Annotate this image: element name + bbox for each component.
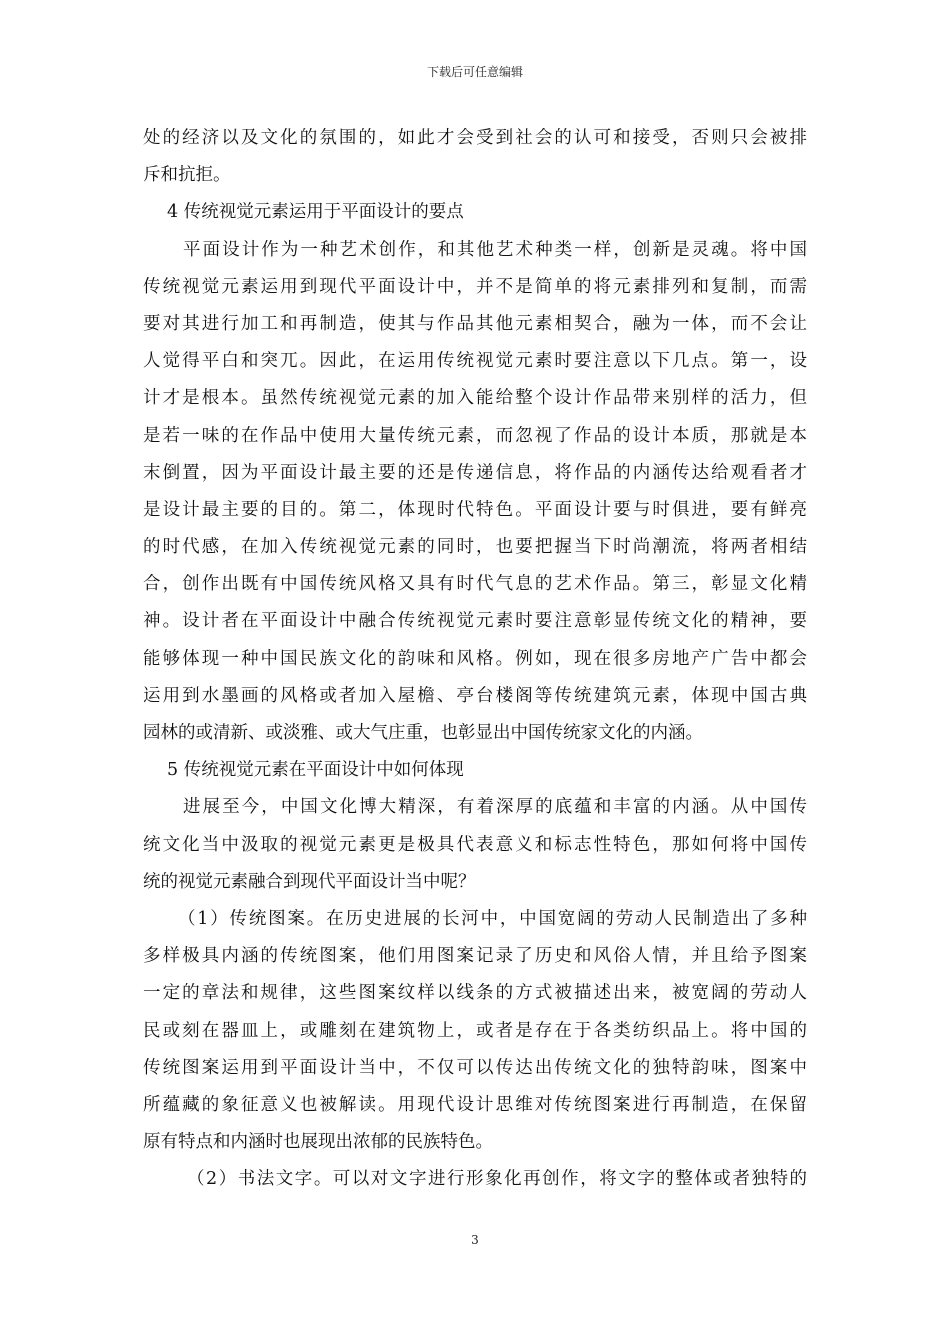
text-line: 运用到水墨画的风格或者加入屋檐、亭台楼阁等传统建筑元素，体现中国古典 [143,685,807,706]
text-line: 斥和抗拒。 [143,165,231,186]
text-line: 合，创作出既有中国传统风格又具有时代气息的艺术作品。第三，彰显文化精 [143,574,807,595]
text-line: 能够体现一种中国民族文化的韵味和风格。例如，现在很多房地产广告中都会 [143,648,807,669]
text-line: 原有特点和内涵时也展现出浓郁的民族特色。 [143,1132,493,1153]
section-heading: 4 传统视觉元素运用于平面设计的要点 [167,202,464,223]
text-line: 的时代感，在加入传统视觉元素的同时，也要把握当下时尚潮流，将两者相结 [143,537,807,558]
text-line: 进展至今，中国文化博大精深，有着深厚的底蕴和丰富的内涵。从中国传 [183,797,807,818]
text-line: 统的视觉元素融合到现代平面设计当中呢？ [143,871,476,892]
text-line: 人觉得平白和突兀。因此，在运用传统视觉元素时要注意以下几点。第一，设 [143,351,807,372]
text-line: 神。设计者在平面设计中融合传统视觉元素时要注意彰显传统文化的精神，要 [143,611,807,632]
text-line: 平面设计作为一种艺术创作，和其他艺术种类一样，创新是灵魂。将中国 [183,239,807,260]
text-line: 多样极具内涵的传统图案，他们用图案记录了历史和风俗人情，并且给予图案 [143,946,807,967]
document-body [143,120,807,1198]
text-line: 传统视觉元素运用到现代平面设计中，并不是简单的将元素排列和复制，而需 [143,276,807,297]
text-line: 处的经济以及文化的氛围的，如此才会受到社会的认可和接受，否则只会被排 [143,128,807,148]
text-line: （1）传统图案。在历史进展的长河中，中国宽阔的劳动人民制造出了多种 [178,908,807,929]
text-line: 一定的章法和规律，这些图案纹样以线条的方式被描述出来，被宽阔的劳动人 [143,983,807,1004]
section-heading: 5 传统视觉元素在平面设计中如何体现 [167,760,464,781]
text-line: 是设计最主要的目的。第二，体现时代特色。平面设计要与时俱进，要有鲜亮 [143,499,807,520]
text-line: 传统图案运用到平面设计当中，不仅可以传达出传统文化的独特韵味，图案中 [143,1057,807,1078]
text-line: 民或刻在器皿上，或雕刻在建筑物上，或者是存在于各类纺织品上。将中国的 [143,1020,807,1041]
text-line: （2）书法文字。可以对文字进行形象化再创作，将文字的整体或者独特的 [187,1169,807,1190]
page-number: 3 [471,1233,479,1247]
text-line: 是若一味的在作品中使用大量传统元素，而忽视了作品的设计本质，那就是本 [143,425,807,446]
text-line: 末倒置，因为平面设计最主要的还是传递信息，将作品的内涵传达给观看者才 [143,462,807,483]
text-line: 统文化当中汲取的视觉元素更是极具代表意义和标志性特色，那如何将中国传 [143,834,807,855]
text-line: 要对其进行加工和再制造，使其与作品其他元素相契合，融为一体，而不会让 [143,313,807,334]
text-line: 计才是根本。虽然传统视觉元素的加入能给整个设计作品带来别样的活力，但 [143,388,807,409]
text-line: 园林的或清新、或淡雅、或大气庄重，也彰显出中国传统家文化的内涵。 [143,723,703,743]
page-header: 下载后可任意编辑 [426,65,523,79]
text-line: 所蕴藏的象征意义也被解读。用现代设计思维对传统图案进行再制造，在保留 [143,1094,807,1115]
